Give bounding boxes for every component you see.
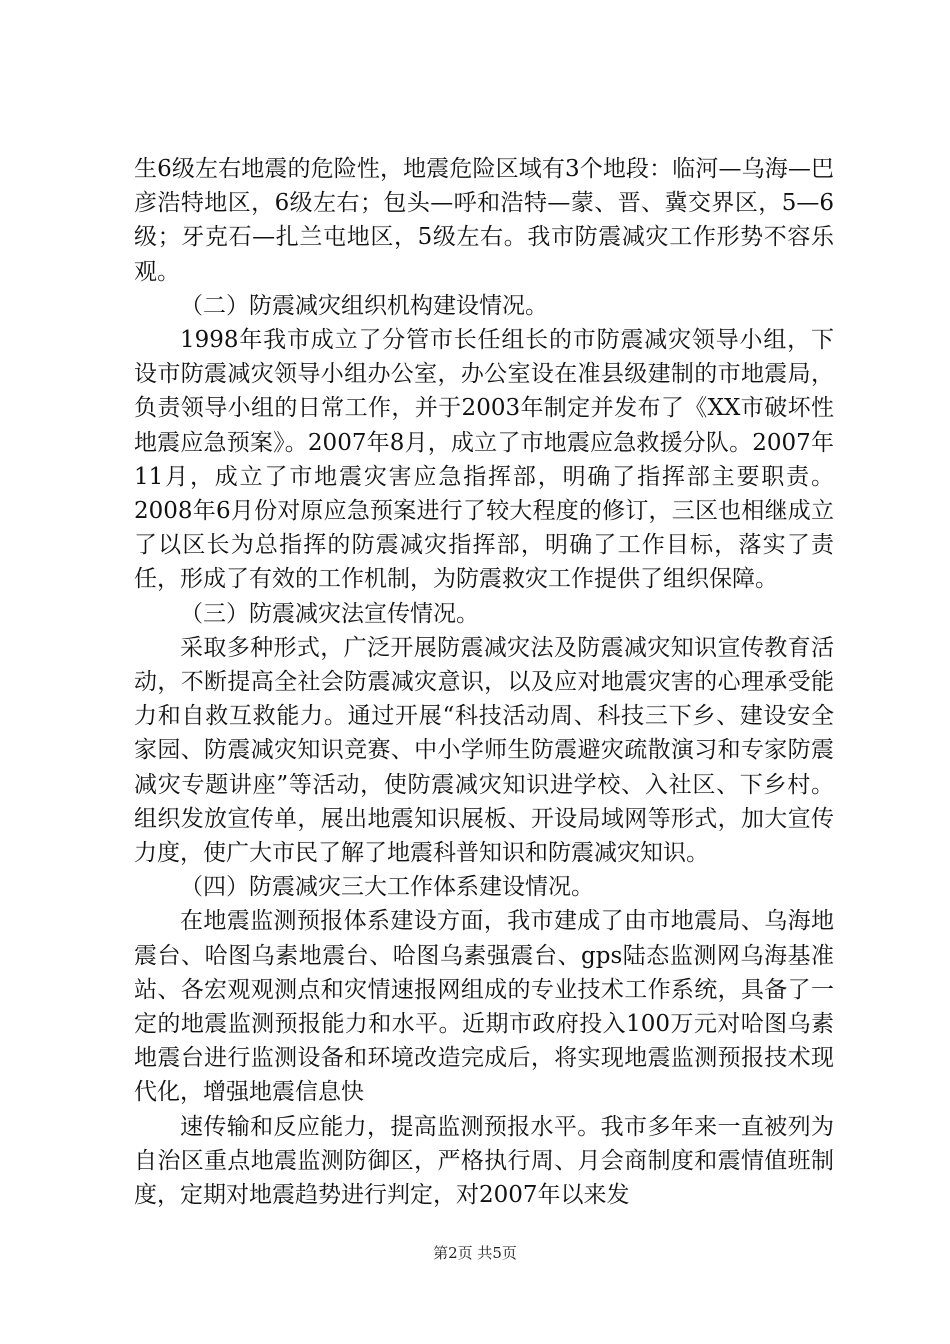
section-heading-4: （四）防震减灾三大工作体系建设情况。 <box>180 874 594 901</box>
paragraph-continuation: 生6级左右地震的危险性，地震危险区域有3个地段：临河—乌海—巴彦浩特地区，6级左右；包头—呼和浩特—蒙、晋、冀交界区，5—6级；牙克石—扎兰屯地区，5级左右。我市防震减灾工作形势不容乐观。 <box>134 156 834 285</box>
paragraph-monitoring: 在地震监测预报体系建设方面，我市建成了由市地震局、乌海地震台、哈图乌素地震台、哈图乌素强震台、gps陆态监测网乌海基准站、各宏观观测点和灾情速报网组成的专业技术工作系统，具备了一定的地震监测预报能力和水平。近期市政府投入100万元对哈图乌素地震台进行监测设备和环境改造完成后，将实现地震监测预报技术现代化，增强地震信息快 <box>134 908 834 1106</box>
page-number-footer: 第2页 共5页 <box>433 1244 517 1262</box>
document-body <box>134 152 834 1212</box>
section-heading-3: （三）防震减灾法宣传情况。 <box>180 600 479 627</box>
paragraph-monitoring-continued: 速传输和反应能力，提高监测预报水平。我市多年来一直被列为自治区重点地震监测防御区，严格执行周、月会商制度和震情值班制度，定期对地震趋势进行判定，对2007年以来发 <box>134 1113 834 1209</box>
paragraph-organization: 1998年我市成立了分管市长任组长的市防震减灾领导小组，下设市防震减灾领导小组办公室，办公室设在准县级建制的市地震局，负责领导小组的日常工作，并于2003年制定并发布了《XX市破坏性地震应急预案》。2007年8月，成立了市地震应急救援分队。2007年11月，成立了市地震灾害应急指挥部，明确了指挥部主要职责。2008年6月份对原应急预案进行了较大程度的修订，三区也相继成立了以区长为总指挥的防震减灾指挥部，明确了工作目标，落实了责任，形成了有效的工作机制，为防震救灾工作提供了组织保障。 <box>134 327 834 593</box>
paragraph-publicity: 采取多种形式，广泛开展防震减灾法及防震减灾知识宣传教育活动，不断提高全社会防震减灾意识，以及应对地震灾害的心理承受能力和自救互救能力。通过开展“科技活动周、科技三下乡、建设安全家园、防震减灾知识竞赛、中小学师生防震避灾疏散演习和专家防震减灾专题讲座”等活动，使防震减灾知识进学校、入社区、下乡村。组织发放宣传单，展出地震知识展板、开设局域网等形式，加大宣传力度，使广大市民了解了地震科普知识和防震减灾知识。 <box>134 634 834 867</box>
section-heading-2: （二）防震减灾组织机构建设情况。 <box>180 292 548 319</box>
